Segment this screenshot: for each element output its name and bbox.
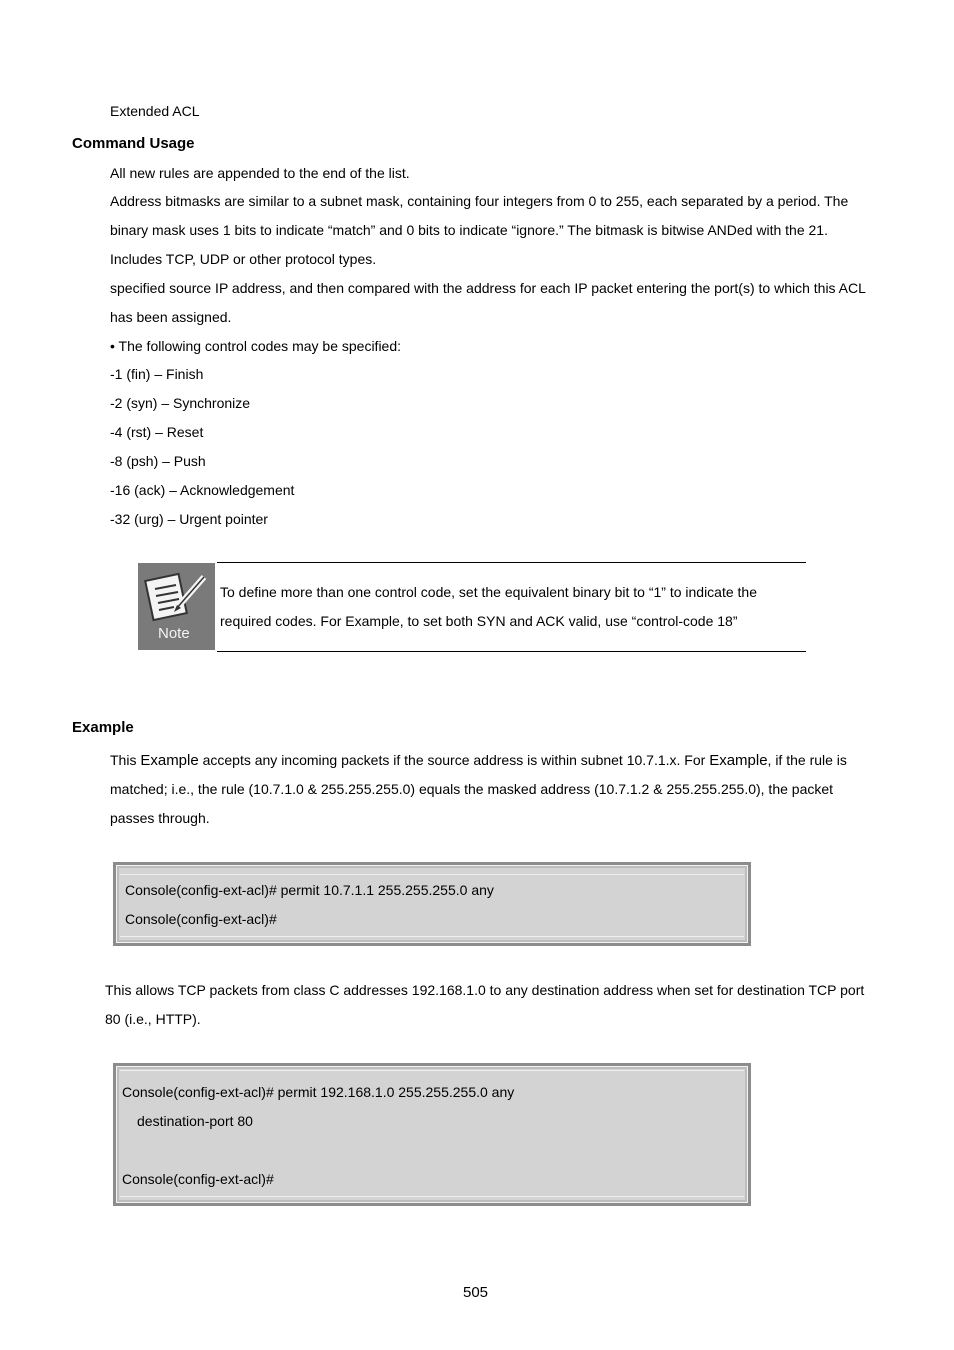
usage-line: • The following control codes may be specified:: [110, 338, 402, 354]
note-text-line: To define more than one control code, set the equivalent binary bit to “1” to indicate the: [220, 584, 757, 600]
control-code-item: -2 (syn) – Synchronize: [110, 395, 251, 411]
note-icon-label: Note: [158, 625, 190, 642]
control-code-item: -1 (fin) – Finish: [110, 366, 204, 382]
note-icon: [138, 563, 215, 650]
example-paragraph-line: passes through.: [110, 810, 210, 826]
section-label: Extended ACL: [110, 103, 200, 119]
page-number: 505: [463, 1284, 489, 1301]
console-line: Console(config-ext-acl)#: [125, 911, 277, 927]
control-code-item: -8 (psh) – Push: [110, 453, 206, 469]
note-bottom-rule: [217, 651, 806, 652]
usage-line: binary mask uses 1 bits to indicate “match” and 0 bits to indicate “ignore.” The bitmask is bitwise ANDed with the 21.: [110, 222, 828, 238]
usage-line: specified source IP address, and then compared with the address for each IP packet entering the port(s) to which this ACL: [110, 280, 866, 296]
usage-line: Address bitmasks are similar to a subnet mask, containing four integers from 0 to 255, each separated by a period. The: [110, 193, 849, 209]
console-line: destination-port 80: [137, 1113, 253, 1129]
console-line: Console(config-ext-acl)#: [122, 1171, 274, 1187]
command-usage-heading: Command Usage: [72, 135, 195, 152]
example-heading: Example: [72, 719, 134, 736]
console-line: Console(config-ext-acl)# permit 10.7.1.1 255.255.255.0 any: [125, 882, 494, 898]
control-code-item: -32 (urg) – Urgent pointer: [110, 511, 268, 527]
console-box: [113, 862, 751, 946]
console-line: Console(config-ext-acl)# permit 192.168.1.0 255.255.255.0 any: [122, 1084, 515, 1100]
note-top-rule: [217, 562, 806, 563]
console-box: [113, 1063, 751, 1206]
example-paragraph-line: This allows TCP packets from class C addresses 192.168.1.0 to any destination address when set for destination TCP port: [105, 982, 865, 998]
example-paragraph-line: 80 (i.e., HTTP).: [105, 1011, 201, 1027]
example-paragraph-line: matched; i.e., the rule (10.7.1.0 & 255.255.255.0) equals the masked address (10.7.1.2 & 255.255.255.0), the packet: [110, 781, 834, 797]
usage-line: All new rules are appended to the end of the list.: [110, 165, 410, 181]
control-code-item: -4 (rst) – Reset: [110, 424, 204, 440]
usage-line: Includes TCP, UDP or other protocol types.: [110, 251, 377, 267]
control-code-item: -16 (ack) – Acknowledgement: [110, 482, 295, 498]
usage-line: has been assigned.: [110, 309, 232, 325]
example-paragraph-line: This Example accepts any incoming packets if the source address is within subnet 10.7.1.x. For Example, if the rule is: [110, 752, 847, 769]
note-text-line: required codes. For Example, to set both SYN and ACK valid, use “control-code 18”: [220, 613, 738, 629]
